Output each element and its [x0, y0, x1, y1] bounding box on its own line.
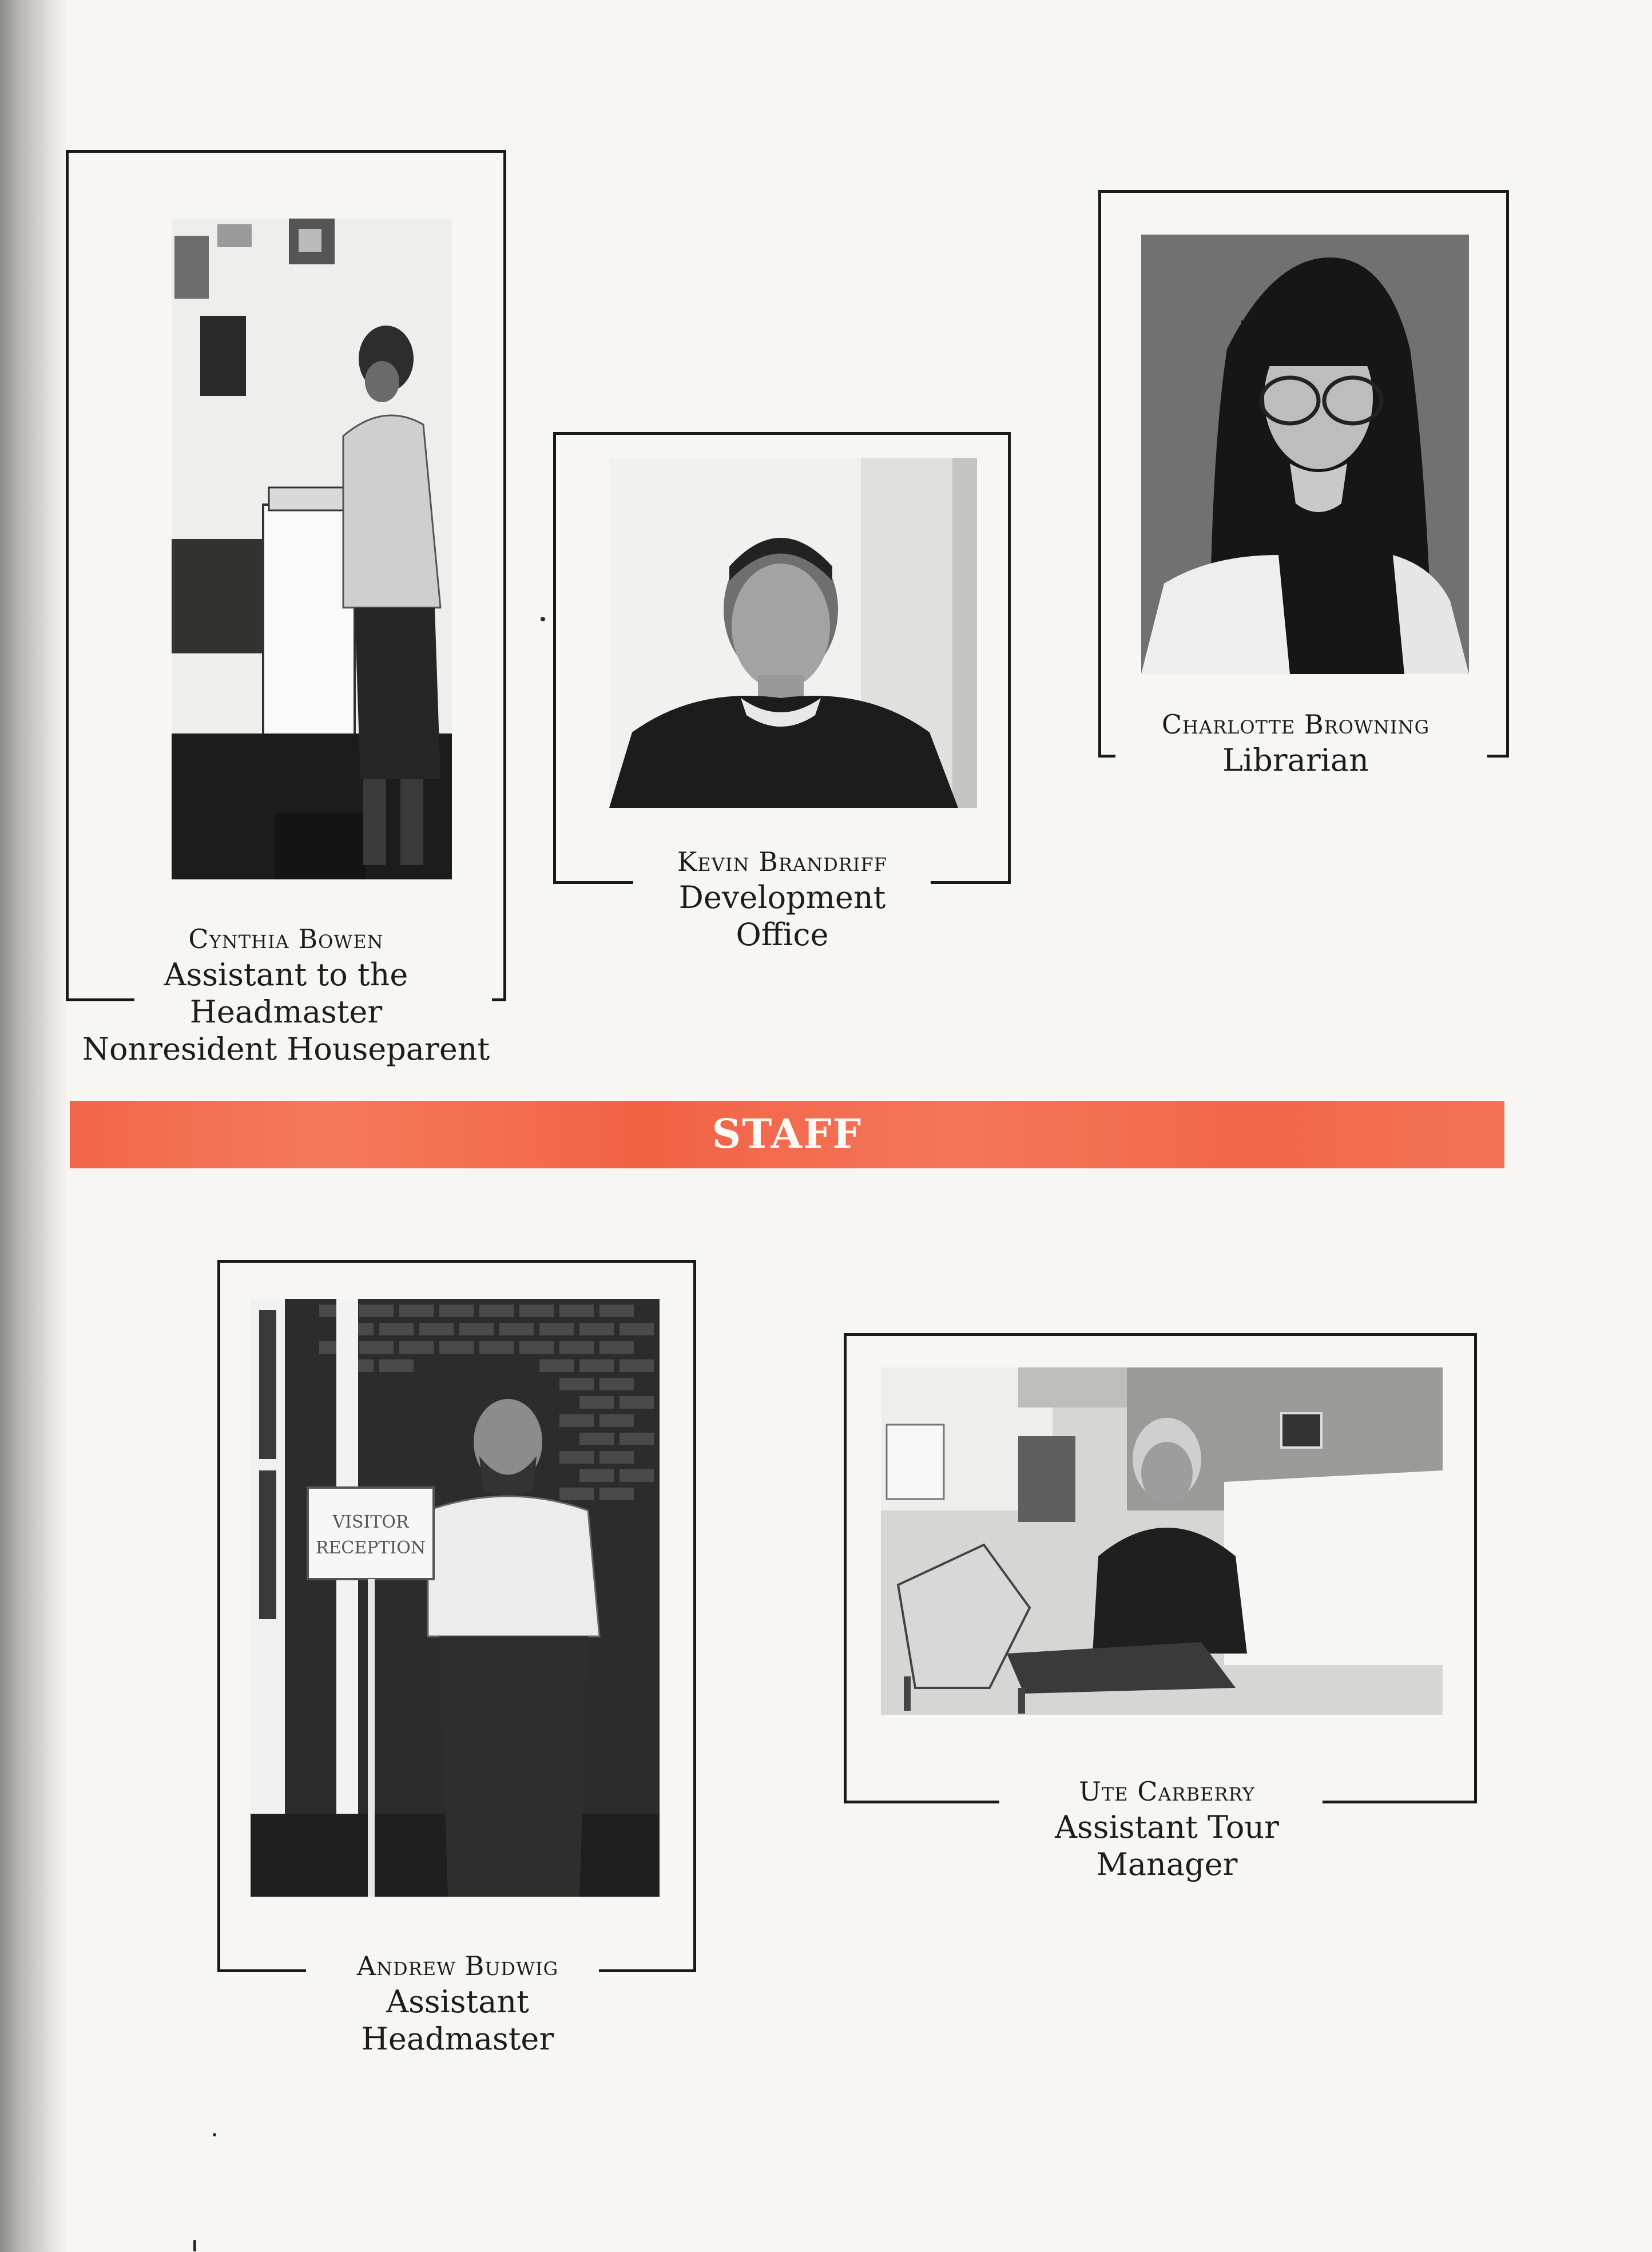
caption-charlotte-browning [1124, 707, 1467, 779]
photo-kevin-brandriff [609, 458, 977, 808]
section-title: STAFF [712, 1110, 863, 1157]
sign-text-line1: VISITOR [332, 1512, 409, 1532]
person-name: Andrew Budwig [356, 1950, 559, 1981]
sign-text-line2: RECEPTION [315, 1538, 426, 1558]
person-name: Ute Carberry [1079, 1776, 1255, 1807]
person-name: Charlotte Browning [1161, 709, 1430, 740]
frame-bottom-line [1487, 755, 1509, 758]
person-title: Assistant Headmaster [361, 1984, 554, 2057]
photo-cynthia-bowen [172, 219, 452, 879]
print-speck [193, 2240, 196, 2251]
print-speck [213, 2133, 216, 2136]
binding-shadow [0, 0, 69, 2252]
person-name: Kevin Brandriff [677, 846, 887, 877]
person-name: Cynthia Bowen [188, 923, 384, 954]
person-title-secondary: Nonresident Houseparent [82, 1030, 490, 1067]
caption-ute-carberry [984, 1774, 1350, 1884]
photo-andrew-budwig [251, 1299, 660, 1897]
frame-bottom-line [931, 881, 1011, 884]
section-banner [70, 1101, 1504, 1168]
caption-andrew-budwig [286, 1948, 629, 2058]
person-title: Development Office [678, 879, 886, 953]
frame-bottom-line [1098, 755, 1115, 758]
frame-bottom-line [553, 881, 633, 884]
person-title: Assistant to the Headmaster [164, 957, 408, 1030]
print-speck [541, 617, 545, 621]
photo-ute-carberry [881, 1367, 1443, 1715]
person-title: Assistant Tour Manager [1055, 1809, 1279, 1882]
caption-kevin-brandriff [632, 844, 932, 954]
caption-cynthia-bowen [74, 921, 498, 1068]
person-title: Librarian [1222, 742, 1369, 779]
frame-bottom-line [844, 1801, 999, 1803]
photo-charlotte-browning [1141, 235, 1469, 674]
